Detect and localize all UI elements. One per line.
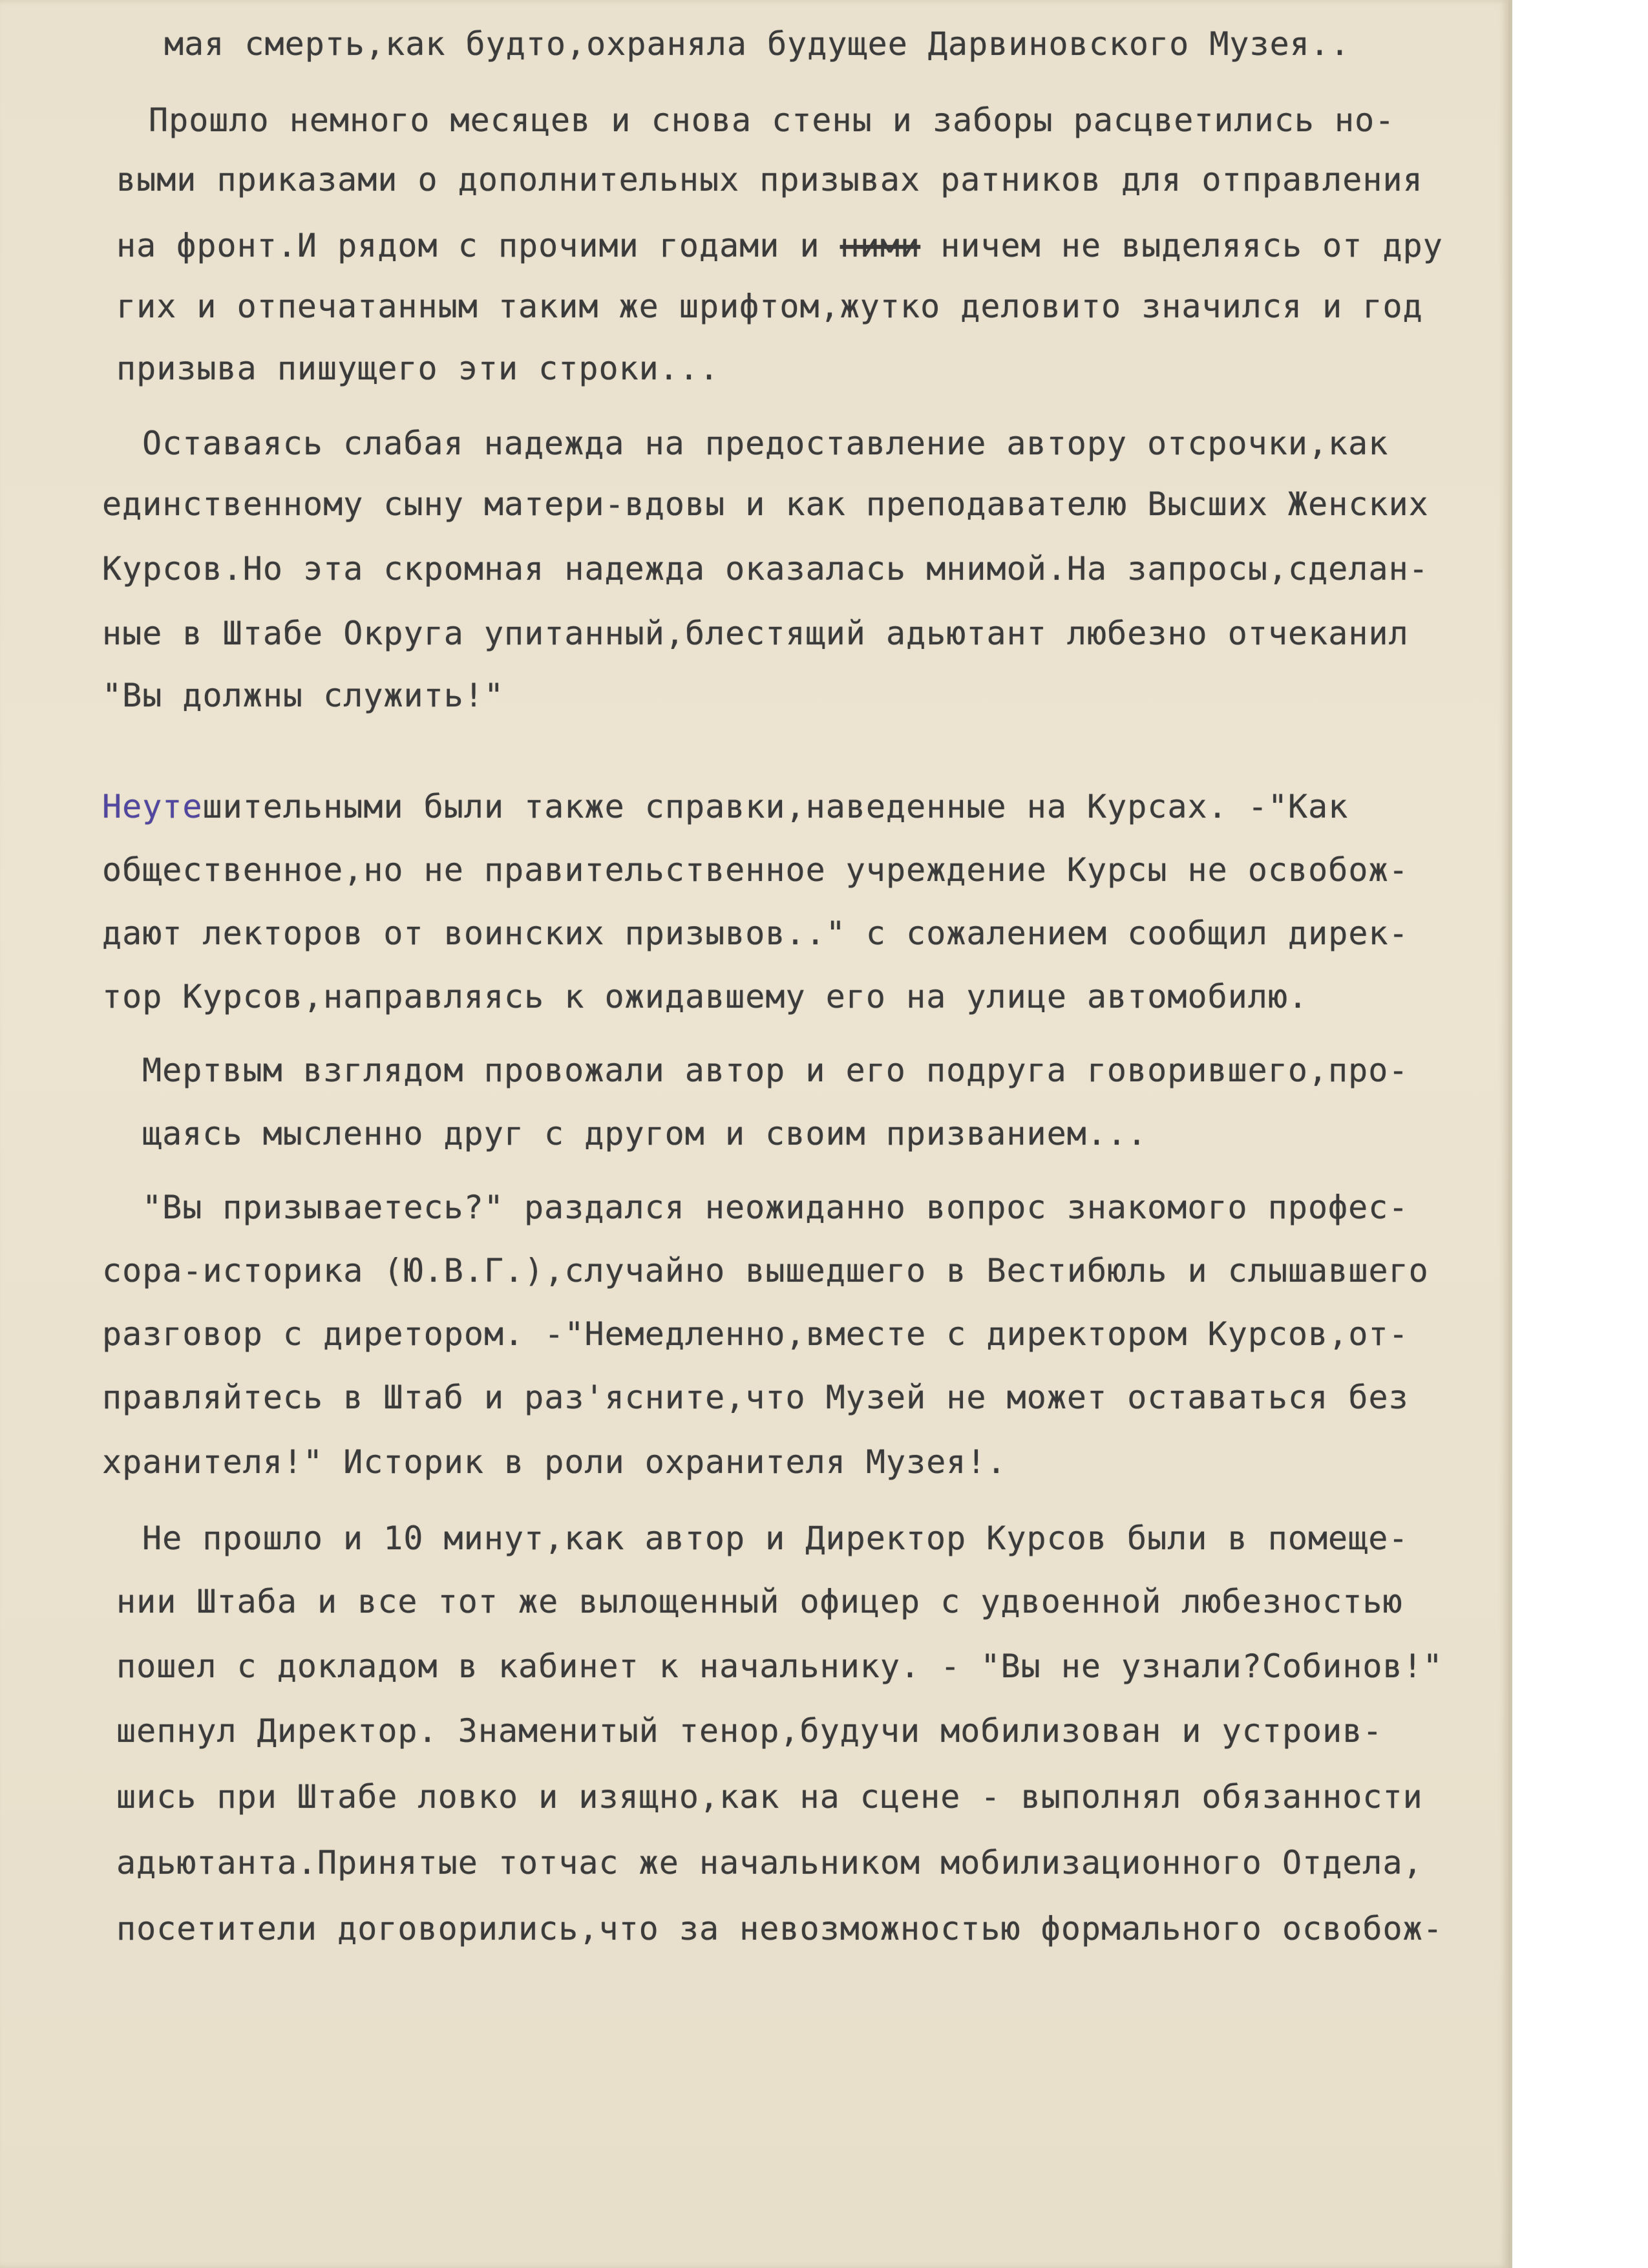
text-line: призыва пишущего эти строки... [116, 350, 720, 387]
text-line: гих и отпечатанным таким же шрифтом,жутко деловито значился и год [116, 288, 1423, 325]
struck-word: ними [840, 227, 921, 264]
text-line: мая смерть,как будто,охраняла будущее Дарвиновского Музея.. [164, 25, 1351, 63]
text-line: шись при Штабе ловко и изящно,как на сцене - выполнял обязанности [116, 1778, 1423, 1816]
text-line: единственному сыну матери-вдовы и как преподавателю Высших Женских [102, 485, 1429, 523]
violet-ink-segment: Неуте [102, 788, 203, 825]
text-line: пошел с докладом в кабинет к начальнику. - "Вы не узнали?Собинов!" [116, 1648, 1443, 1685]
text-segment: на фронт.И рядом с прочими годами и [116, 227, 840, 264]
text-line: правляйтесь в Штаб и раз'ясните,что Музей не может оставаться без [102, 1379, 1409, 1416]
text-line: сора-историка (Ю.В.Г.),случайно вышедшего в Вестибюль и слышавшего [102, 1252, 1429, 1289]
text-line [102, 787, 1348, 826]
text-line: дают лекторов от воинских призывов.." с сожалением сообщил дирек- [102, 915, 1409, 952]
text-line: Прошло немного месяцев и снова стены и заборы расцветились но- [149, 101, 1395, 139]
text-line: выми приказами о дополнительных призывах ратников для отправления [116, 161, 1423, 198]
text-line: хранителя!" Историк в роли охранителя Музея!. [102, 1443, 1007, 1481]
text-line: Мертвым взглядом провожали автор и его подруга говорившего,про- [142, 1052, 1409, 1089]
text-line: ные в Штабе Округа упитанный,блестящий адьютант любезно отчеканил [102, 615, 1409, 652]
text-line: разговор с диретором. -"Немедленно,вместе с директором Курсов,от- [102, 1315, 1409, 1353]
text-line: "Вы призываетесь?" раздался неожиданно вопрос знакомого профес- [142, 1189, 1409, 1226]
text-line: шепнул Директор. Знаменитый тенор,будучи мобилизован и устроив- [116, 1712, 1383, 1750]
page-edge [1508, 0, 1512, 2268]
text-line: нии Штаба и все тот же вылощенный офицер с удвоенной любезностью [116, 1583, 1403, 1620]
text-line: общественное,но не правительственное учреждение Курсы не освобож- [102, 851, 1409, 889]
text-segment: ничем не выделяясь от дру [920, 227, 1443, 264]
text-line: Оставаясь слабая надежда на предоставление автору отсрочки,как [142, 425, 1389, 462]
text-line: тор Курсов,направляясь к ожидавшему его на улице автомобилю. [102, 978, 1309, 1015]
text-line [116, 226, 1443, 265]
text-line: "Вы должны служить!" [102, 677, 505, 714]
text-line: посетители договорились,что за невозможностью формального освобож- [116, 1910, 1443, 1947]
text-line: щаясь мысленно друг с другом и своим призванием... [142, 1115, 1148, 1152]
text-line: Не прошло и 10 минут,как автор и Директор Курсов были в помеще- [142, 1520, 1409, 1557]
text-line: Курсов.Но эта скромная надежда оказалась мнимой.На запросы,сделан- [102, 550, 1429, 588]
text-segment: шительными были также справки,наведенные на Курсах. -"Как [202, 788, 1349, 825]
text-line: адьютанта.Принятые тотчас же начальником мобилизационного Отдела, [116, 1844, 1423, 1881]
